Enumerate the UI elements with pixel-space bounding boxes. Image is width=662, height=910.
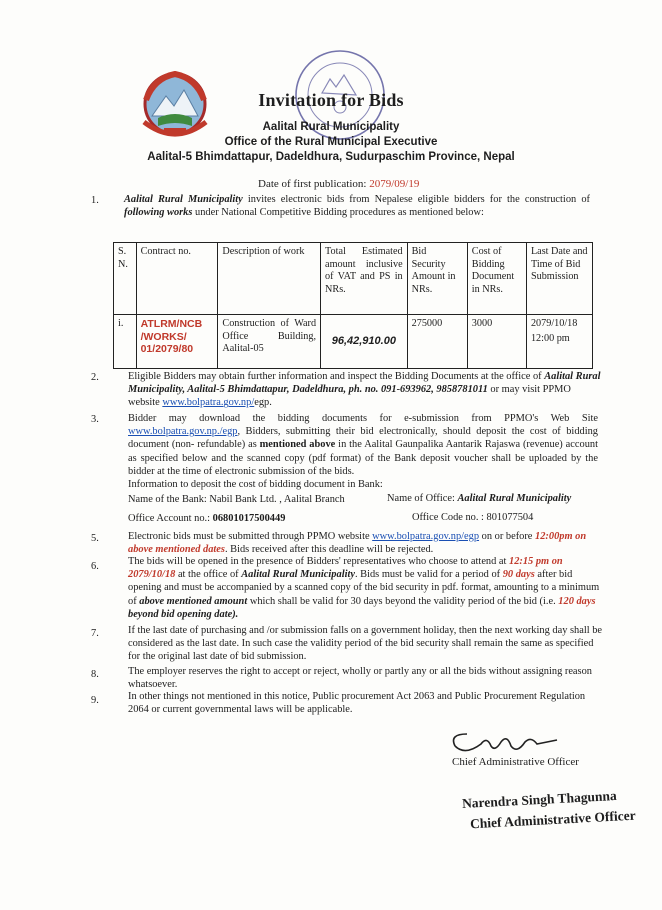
table-header-cell: Description of work	[218, 243, 321, 315]
deadline-time: 12:00 pm	[530, 332, 570, 344]
para-3: Bidder may download the bidding documents for e-submission from PPMO's Web Site www.bolpatra.gov.np./egp, Bidders, submitting their bid electronically, should deposit the cost of bidding document (non- refundable) as mentioned above in the Aalital Gaunpalika Aantarik Rajaswa (revenue) account as specified below and the scanned copy (pdf format) of the Bank deposit voucher shall be uploaded by the bidder at the time of electronic submission of the bids.	[128, 413, 598, 477]
table-cell-estimate: 96,42,910.00	[321, 315, 408, 369]
office-name: Office of the Rural Municipal Executive	[224, 136, 438, 148]
para-8: The employer reserves the right to accept or reject, wholly or partly any or all the bids without assigning reason whatsoever.	[128, 666, 592, 691]
publication-date	[258, 178, 419, 190]
para-number: 2.	[91, 372, 99, 383]
table-header-cell: Cost of Bidding Document in NRs.	[467, 243, 526, 315]
page-title: Invitation for Bids	[258, 90, 404, 110]
ppmo-link[interactable]: www.bolpatra.gov.np/	[162, 397, 255, 409]
table-cell-contract: ATLRM/NCB /WORKS/ 01/2079/80	[136, 315, 218, 369]
signatory-stamp-title: Chief Administrative Officer	[469, 807, 636, 832]
para-1: Aalital Rural Municipality invites electronic bids from Nepalese eligible bidders for the construction of following works under National Competitive Bidding procedures as mentioned below:	[124, 194, 590, 219]
office-account: Office Account no.: 06801017500449	[128, 513, 286, 524]
bank-info-intro: Information to deposit the cost of bidding document in Bank:	[128, 479, 383, 490]
table-cell-description: Construction of Ward Office Building, Aalital-05	[218, 315, 321, 369]
deadline-date: 2079/10/18	[530, 318, 578, 329]
table-header-cell: Bid Security Amount in NRs.	[407, 243, 467, 315]
egp-link[interactable]: www.bolpatra.gov.np/egp	[372, 531, 480, 542]
para-9: In other things not mentioned in this notice, Public procurement Act 2063 and Public Procurement Regulation 2064 or current governmental laws will be applicable.	[128, 691, 586, 716]
para-number: 9.	[91, 695, 99, 706]
table-header-cell: Last Date and Time of Bid Submission	[526, 243, 592, 315]
office-address: Aalital-5 Bhimdattapur, Dadeldhura, Sudurpaschim Province, Nepal	[147, 151, 515, 163]
table-cell-deadline	[526, 315, 592, 369]
table-cell-cost: 3000	[467, 315, 526, 369]
para-number: 5.	[91, 533, 99, 544]
office-code: Office Code no. : 801077504	[412, 512, 534, 523]
bank-name: Name of the Bank: Nabil Bank Ltd. , Aalital Branch	[128, 494, 345, 505]
office-name-field: Name of Office: Aalital Rural Municipality	[387, 493, 572, 504]
table-cell-sn: i.	[114, 315, 137, 369]
signature-icon	[445, 726, 565, 760]
table-header-cell: S. N.	[114, 243, 137, 315]
para-6: The bids will be opened in the presence of Bidders' representatives who choose to attend at 12:15 pm on 2079/10/18 at the office of Aalital Rural Municipality. Bids must be valid for a period of 90 days after bid opening and must be accompanied by a scanned copy of the bid security in pdf. format, amounting to a minimum of above mentioned amount which shall be valid for 30 days beyond the validity period of the bid (i.e. 120 days beyond bid opening date).	[128, 556, 600, 620]
bids-table	[113, 242, 593, 369]
publication-label: Date of first publication:	[258, 178, 367, 190]
para-number: 3.	[91, 414, 99, 425]
table-header-cell: Contract no.	[136, 243, 218, 315]
para-number: 7.	[91, 628, 99, 639]
para-2: Eligible Bidders may obtain further information and inspect the Bidding Documents at the office of Aalital Rural Municipality, Aalital-5 Bhimdattapur, Dadeldhura, ph. no. 091-693962, 9858781011 or may visit PPMO website www.bolpatra.gov.np/egp.	[128, 371, 601, 409]
para-5: Electronic bids must be submitted through PPMO website www.bolpatra.gov.np/egp on or before 12:00pm on above mentioned dates. Bids received after this deadline will be rejected.	[128, 531, 587, 556]
para-7: If the last date of purchasing and /or submission falls on a government holiday, then the next working day shall be considered as the last date. In such case the validity period of the bid security shall remain the same as specified for the original last date of bid submission.	[128, 625, 603, 663]
para-number: 8.	[91, 669, 99, 680]
table-cell-security: 275000	[407, 315, 467, 369]
para-number: 6.	[91, 561, 99, 572]
publication-date-value: 2079/09/19	[369, 178, 420, 190]
org-name: Aalital Rural Municipality	[262, 121, 400, 133]
table-header-row	[114, 243, 593, 315]
signatory-title: Chief Administrative Officer	[452, 756, 579, 768]
para-number: 1.	[91, 195, 99, 206]
bolpatra-link[interactable]: www.bolpatra.gov.np./egp	[128, 426, 238, 438]
table-row	[114, 315, 593, 369]
signatory-stamp-name: Narendra Singh Thagunna	[461, 787, 618, 812]
table-header-cell: Total Estimated amount inclusive of VAT and PS in NRs.	[321, 243, 408, 315]
